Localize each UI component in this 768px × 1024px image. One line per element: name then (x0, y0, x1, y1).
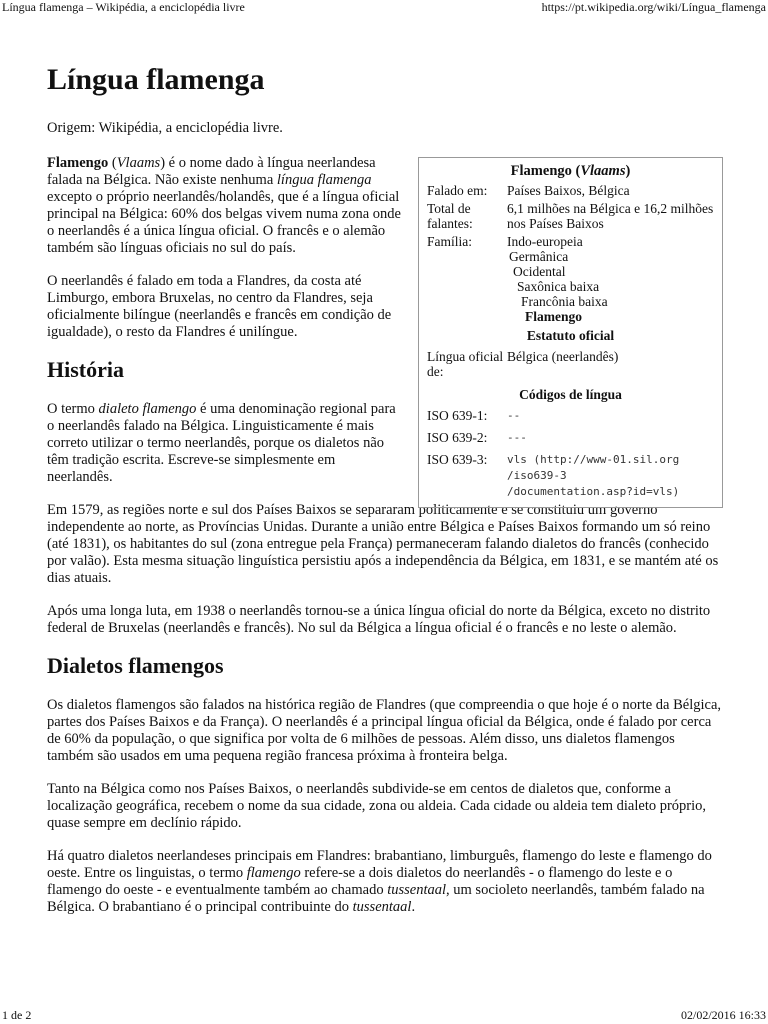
infobox-row-family (427, 234, 716, 324)
print-header-title: Língua flamenga – Wikipédia, a enciclopédia livre (2, 0, 245, 14)
codes-heading: Códigos de língua (519, 387, 622, 402)
iso3-line: /iso639-3 (507, 469, 567, 482)
family-item: Francônia baixa (521, 294, 608, 309)
history-italic: dialeto flamengo (98, 401, 197, 417)
dp3-text3: , um socioleto neerlandês, também falado na Bélgica. O brabantiano é o principal contribuinte do (47, 882, 705, 915)
iso3-line: /documentation.asp?id=vls) (507, 485, 680, 498)
infobox-row-iso2 (427, 430, 716, 446)
iso3-label: ISO 639-3: (427, 452, 488, 467)
paragraph-2: O neerlandês é falado em toda a Flandres, da costa até Limburgo, embora Bruxelas, no centro da Flandres, seja oficialmente bilíngue (neerlandês e francês em condição de igualdade), o resto da Flandres é unilíngue. (47, 273, 392, 340)
print-header-url: https://pt.wikipedia.org/wiki/Língua_flamenga (541, 0, 766, 14)
page-title: Língua flamenga (47, 63, 265, 96)
history-text1: O termo (47, 401, 99, 417)
dialects-paragraph-1: Os dialetos flamengos são falados na histórica região de Flandres (que compreendia o que hoje é o norte da Bélgica, partes dos Países Baixos e da França). O neerlandês é a principal língua oficial da Bélgica, onde é falado por cerca de 60% da população, o que significa por volta de 6 milhões de pessoas. Além disso, uns dialetos flamengos também são usados em uma pequena região francesa próxima à fronteira belga. (47, 697, 722, 764)
iso3-line: vls (http://www-01.sil.org (507, 453, 680, 466)
print-footer-page: 1 de 2 (2, 1008, 32, 1022)
family-label: Família: (427, 234, 472, 249)
history-paragraph-1 (47, 401, 402, 486)
intro-italic: língua flamenga (276, 172, 372, 188)
infobox-row-spoken (427, 183, 716, 198)
official-label: Língua oficial de: (427, 349, 504, 379)
intro-text2: excepto o próprio neerlandês/holandês, que é a língua oficial principal na Bélgica: 60% dos belgas vivem numa zona onde o neerlandês é a única língua oficial. O francês e o alemão também são línguas oficiais no sul do país. (47, 189, 401, 256)
family-item: Indo-europeia (507, 234, 583, 249)
history-text2: é uma denominação regional para o neerlandês falado na Bélgica. Linguisticamente é mais correto utilizar o termo neerlandês, porque os dialetos não têm tradição escrita. Escreve-se simplesmente em neerlandês. (47, 401, 396, 485)
origin-note: Origem: Wikipédia, a enciclopédia livre. (47, 120, 283, 136)
iso2-value: --- (507, 431, 527, 444)
dialects-paragraph-2: Tanto na Bélgica como nos Países Baixos, o neerlandês subdivide-se em centos de dialetos que, conforme a localização geográfica, recebem o nome da sua cidade, zona ou aldeia. Cada cidade ou aldeia tem dialeto próprio, quase sempre em declínio rápido. (47, 781, 707, 831)
intro-paragraph (47, 155, 402, 257)
official-value: Bélgica (neerlandês) (507, 349, 619, 364)
family-item: Ocidental (513, 264, 566, 279)
spoken-value: Países Baixos, Bélgica (507, 183, 630, 198)
history-paragraph-3: Após uma longa luta, em 1938 o neerlandês tornou-se a única língua oficial do norte da Bélgica, exceto no distrito federal de Bruxelas (neerlandês e francês). No sul da Bélgica a língua oficial é o francês e no leste o alemão. (47, 603, 711, 636)
dp3-text2: refere-se a dois dialetos do neerlandês - o flamengo do leste e o flamengo do oeste - e eventualmente também ao chamado (47, 865, 673, 898)
speakers-value: 6,1 milhões na Bélgica e 16,2 milhões nos Países Baixos (507, 201, 714, 231)
infobox-row-iso1 (427, 408, 716, 424)
dp3-italic3: tussentaal (352, 899, 412, 915)
status-heading: Estatuto oficial (526, 328, 615, 343)
infobox-title-close: ) (625, 163, 631, 179)
infobox-title-italic: Vlaams (580, 163, 626, 179)
family-tree (507, 234, 716, 324)
language-infobox (418, 157, 723, 508)
infobox-row-iso3 (427, 452, 716, 500)
family-item: Flamengo (525, 309, 582, 324)
print-footer-datetime: 02/02/2016 16:33 (680, 1008, 766, 1022)
dp3-text1: Há quatro dialetos neerlandeses principais em Flandres: brabantiano, limburguês, flamengo do leste e flamengo do oeste. Entre os linguistas, o termo (47, 848, 712, 881)
dp3-italic2: tussentaal (387, 882, 447, 898)
spoken-label: Falado em: (427, 183, 488, 198)
iso3-value (507, 452, 716, 500)
history-paragraph-2: Em 1579, as regiões norte e sul dos Países Baixos se separaram politicamente e se constituiu um governo independente ao norte, as Províncias Unidas. Durante a união entre Bélgica e Países Baixos formando um só reino (até 1831), os habitantes do sul (zona entregue pela França) permaneceram falando dialetos do francês (conhecido por valão). Esta mesma situação linguística persistiu após a independência da Bélgica, em 1831, e se mantém até os dias atuais. (47, 502, 719, 586)
infobox-row-speakers (427, 201, 716, 231)
iso2-label: ISO 639-2: (427, 430, 488, 445)
dialects-paragraph-3 (47, 848, 722, 916)
dp3-text4: . (411, 899, 416, 915)
speakers-label: Total de falantes: (427, 201, 473, 231)
family-item: Germânica (509, 249, 569, 264)
family-item: Saxônica baixa (517, 279, 600, 294)
intro-paren: ( (108, 155, 117, 171)
intro-text1: ) é o nome dado à língua neerlandesa falada na Bélgica. Não existe nenhuma (47, 155, 376, 188)
infobox-title (419, 164, 722, 179)
dp3-italic1: flamengo (246, 865, 301, 881)
history-heading: História (47, 357, 124, 382)
infobox-title-plain: Flamengo ( (510, 163, 581, 179)
iso1-value: -- (507, 409, 521, 422)
intro-native: Vlaams (116, 155, 161, 171)
intro-bold: Flamengo (47, 155, 109, 171)
dialects-heading: Dialetos flamengos (47, 653, 224, 678)
infobox-row-official (427, 349, 716, 379)
iso1-label: ISO 639-1: (427, 408, 488, 423)
